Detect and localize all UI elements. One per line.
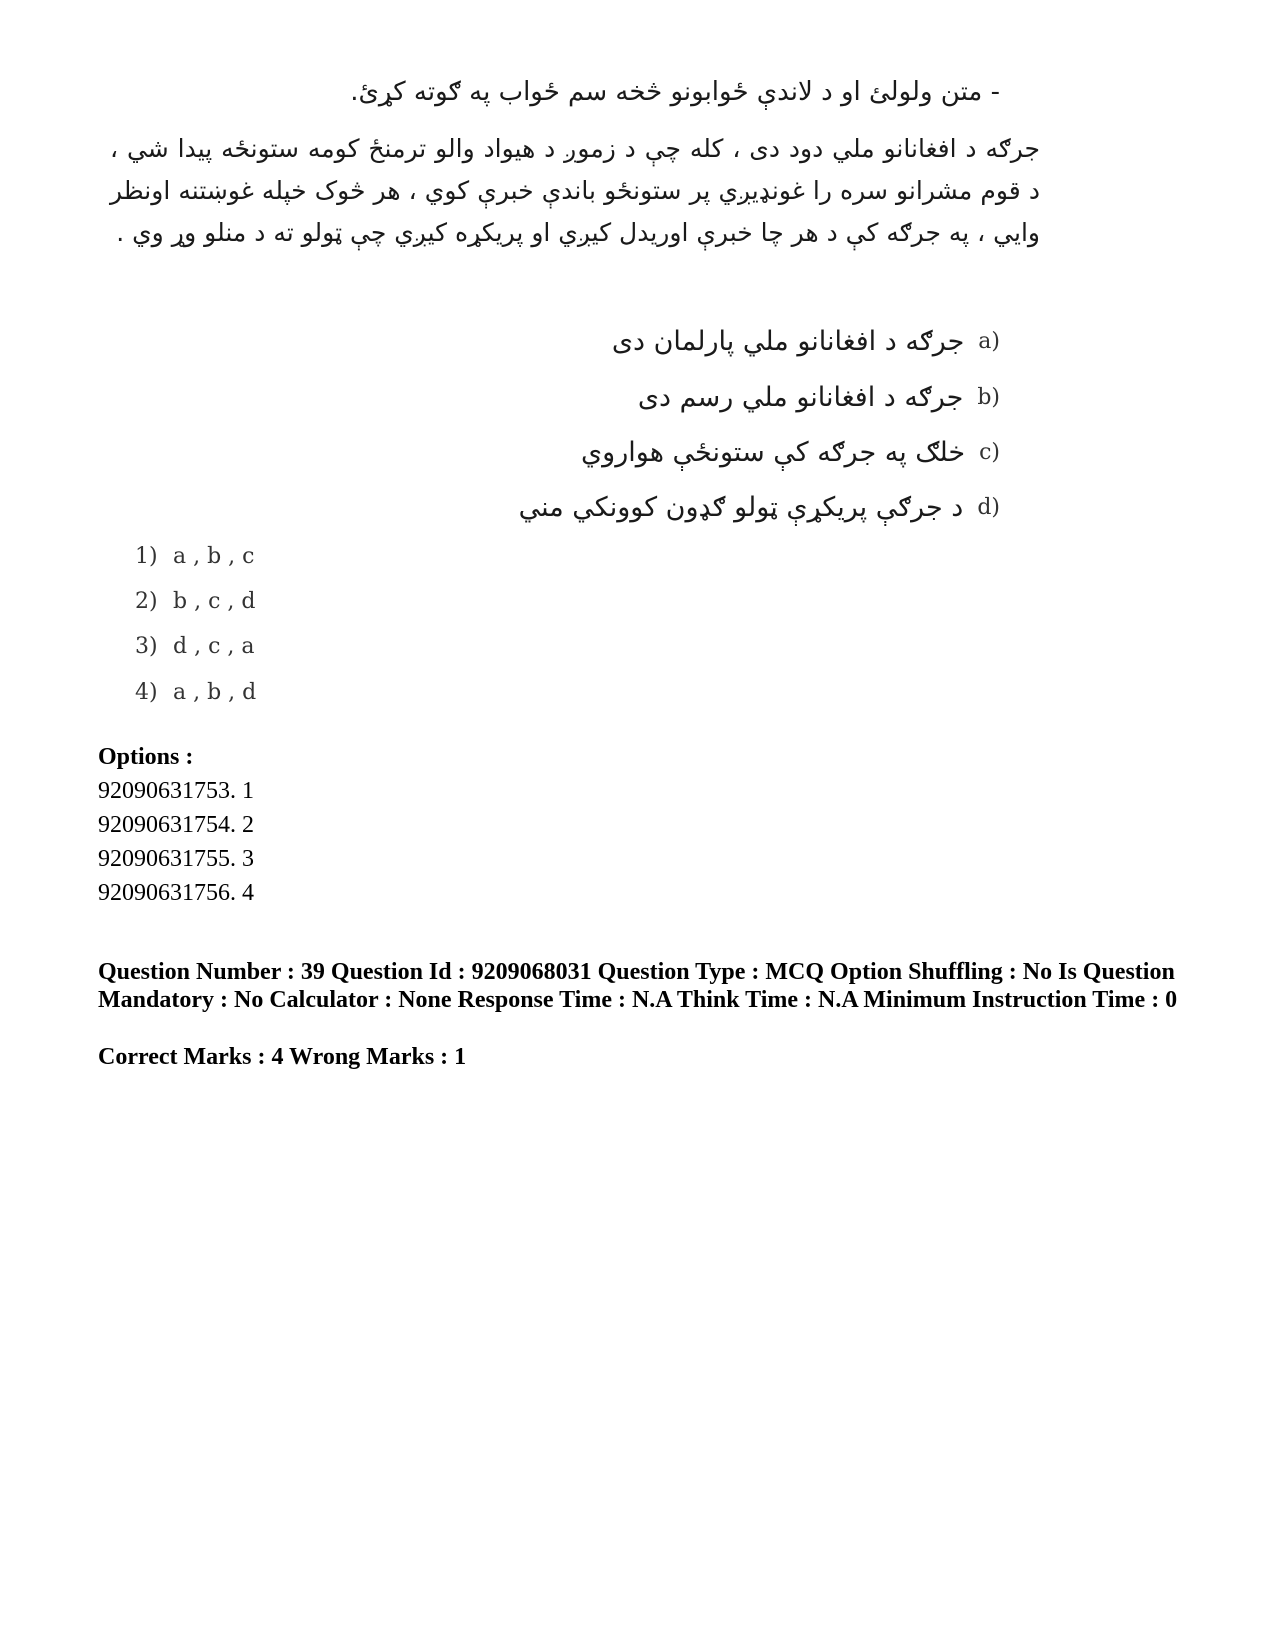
statement-b <box>300 378 1000 418</box>
choice-number: 2) <box>135 589 158 614</box>
statement-letter: a) <box>978 329 1000 354</box>
statement-letter: d) <box>977 495 1000 520</box>
answer-choice <box>135 542 254 572</box>
statement-text: جرګه د افغانانو ملي رسم دی <box>637 382 964 413</box>
question-passage: جرګه د افغانانو ملي دود دی ، کله چې د زموږ د هیواد والو ترمنځ کومه ستونځه پیدا شي ، د قوم مشرانو سره را غونډیږي پر ستونځو باندې خبرې کوي ، هر څوک خپله غوښتنه اونظر وایي ، په جرګه کې د هر چا خبرې اوریدل کیږي او پریکړه کیږي چې ټولو ته د منلو وړ وي . <box>110 134 1040 247</box>
statement-a <box>300 322 1000 362</box>
marks-info: Correct Marks : 4 Wrong Marks : 1 <box>98 1044 467 1070</box>
option-id-4: 92090631756. 4 <box>98 880 254 906</box>
statement-d <box>300 488 1000 528</box>
answer-choice <box>135 632 254 662</box>
choice-text: b , c , d <box>173 589 256 614</box>
statement-c <box>300 433 1000 473</box>
option-id-2: 92090631754. 2 <box>98 812 254 838</box>
choice-text: d , c , a <box>173 634 255 659</box>
option-id-3: 92090631755. 3 <box>98 846 254 872</box>
option-id-1: 92090631753. 1 <box>98 778 254 804</box>
question-instruction: - متن ولولئ او د لاندې ځوابونو څخه سم ځواب په ګوته کړئ. <box>350 77 1000 107</box>
statement-text: خلګ په جرګه کې ستونځې هواروي <box>581 437 966 468</box>
choice-text: a , b , c <box>173 544 255 569</box>
answer-choice <box>135 678 256 708</box>
answer-choice <box>135 587 255 617</box>
choice-number: 4) <box>135 680 158 705</box>
statement-letter: b) <box>977 385 1000 410</box>
question-metadata: Question Number : 39 Question Id : 9209068031 Question Type : MCQ Option Shuffling : No Is Question Mandatory : No Calculator : None Response Time : N.A Think Time : N.A Minimum Instruction Time : 0 <box>98 959 1178 1013</box>
choice-number: 1) <box>135 544 158 569</box>
choice-text: a , b , d <box>173 680 257 705</box>
options-heading: Options : <box>98 744 194 770</box>
statement-text: جرګه د افغانانو ملي پارلمان دی <box>611 326 965 357</box>
choice-number: 3) <box>135 634 158 659</box>
statement-letter: c) <box>979 440 1000 465</box>
statement-text: د جرګې پریکړې ټولو ګډون کوونکي مني <box>518 492 964 523</box>
